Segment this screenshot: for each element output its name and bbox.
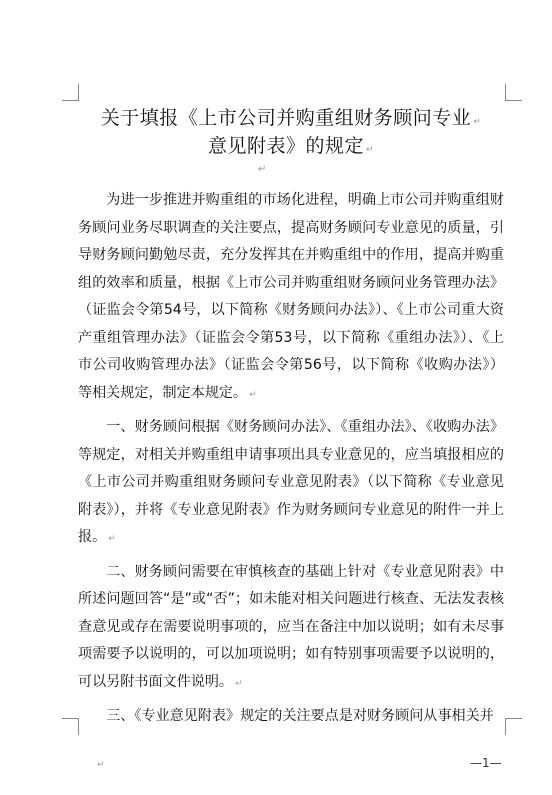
crop-mark-bottom-left	[62, 718, 79, 735]
title-line-2	[78, 131, 504, 165]
paragraph-mark: ↵	[473, 117, 482, 127]
page-number: —1—	[470, 756, 502, 770]
crop-mark-bottom-right	[505, 718, 522, 735]
paragraph-3	[78, 703, 504, 731]
paragraph-intro	[78, 187, 504, 409]
footer-paragraph-mark: ↵	[97, 760, 105, 770]
paragraph-2-text: 二、财务顾问需要在审慎核查的基础上针对《专业意见附表》中所述问题回答“是”或“否”；如未能对相关问题进行核查、无法发表核查意见或存在需要说明事项的，应当在备注中加以说明；如有未尽事项需要予以说明的，可以加项说明；如有特别事项需要予以说明的，可以另附书面文件说明。	[78, 563, 504, 690]
paragraph-3-text: 三、《专业意见附表》规定的关注要点是对财务顾问从事相关并	[106, 708, 494, 724]
title-line-2-text: 意见附表》的规定	[207, 135, 364, 157]
paragraph-1	[78, 414, 504, 554]
paragraph-1-text: 一、财务顾问根据《财务顾问办法》、《重组办法》、《收购办法》等规定，对相关并购重组申请事项出具专业意见的，应当填报相应的《上市公司并购重组财务顾问专业意见附表》（以下简称《专业意见附表》），并将《专业意见附表》作为财务顾问专业意见的附件一并上报。	[78, 419, 504, 545]
empty-paragraph-mark: ↵	[258, 164, 267, 175]
paragraph-mark: ↵	[365, 145, 375, 155]
document-body	[78, 187, 504, 731]
paragraph-mark: ↵	[108, 534, 116, 544]
paragraph-intro-text: 为进一步推进并购重组的市场化进程，明确上市公司并购重组财务顾问业务尽职调查的关注要点，提高财务顾问专业意见的质量，引导财务顾问勤勉尽责，充分发挥其在并购重组中的作用，提高并购重组的效率和质量，根据《上市公司并购重组财务顾问业务管理办法》（证监会令第54号，以下简称《财务顾问办法》）、《上市公司重大资产重组管理办法》（证监会令第53号，以下简称《重组办法》）、《上市公司收购管理办法》（证监会令第56号，以下简称《收购办法》）等相关规定，制定本规定。	[78, 192, 504, 401]
crop-mark-top-left	[62, 84, 79, 101]
crop-mark-top-right	[505, 84, 522, 101]
paragraph-mark: ↵	[235, 678, 243, 689]
paragraph-2	[78, 559, 504, 699]
paragraph-mark: ↵	[249, 389, 257, 400]
title-line-1-text: 关于填报《上市公司并购重组财务顾问专业	[100, 107, 472, 129]
